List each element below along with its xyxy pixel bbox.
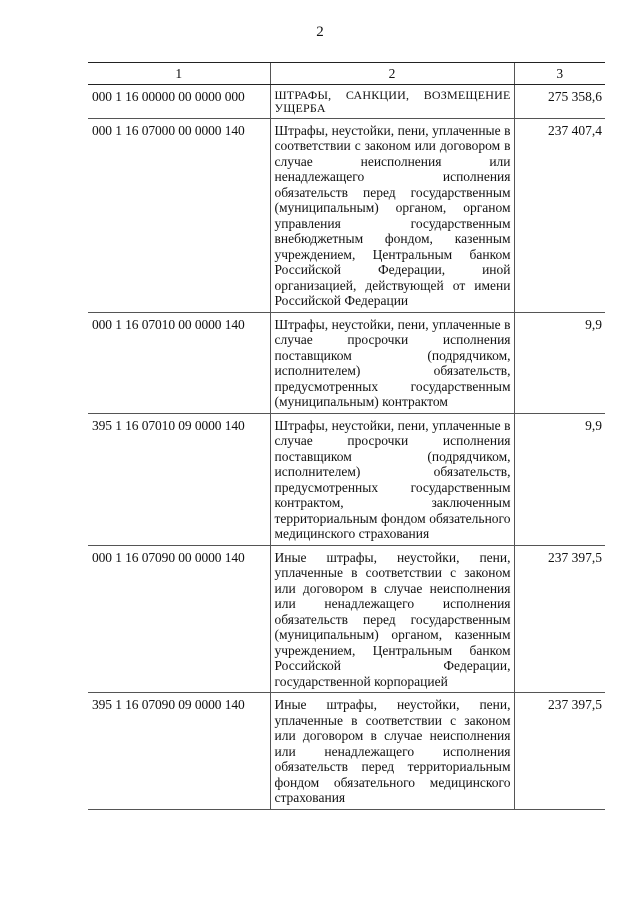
row-name: Иные штрафы, неустойки, пени, уплаченные в соответствии с законом или договором в случае неисполнения или ненадлежащего исполнения обязательств перед территориальным фондом обязательного медицинского страхования — [270, 693, 514, 810]
table-row — [88, 545, 605, 693]
row-name: Штрафы, неустойки, пени, уплаченные в случае просрочки исполнения поставщиком (подрядчиком, исполнителем) обязательств, предусмотренных государственным контрактом, заключенным территориальным фондом обязательного медицинского страхования — [270, 413, 514, 545]
table-row — [88, 312, 605, 413]
row-amount: 275 358,6 — [514, 84, 605, 118]
table-row — [88, 118, 605, 312]
row-name: ШТРАФЫ, САНКЦИИ, ВОЗМЕЩЕНИЕ УЩЕРБА — [270, 84, 514, 118]
row-amount: 9,9 — [514, 312, 605, 413]
page-number: 2 — [316, 24, 324, 40]
row-code: 000 1 16 07010 00 0000 140 — [88, 312, 270, 413]
column-header-name: 2 — [270, 63, 514, 85]
column-header-code: 1 — [88, 63, 270, 85]
row-amount: 237 397,5 — [514, 545, 605, 693]
row-name: Штрафы, неустойки, пени, уплаченные в случае просрочки исполнения поставщиком (подрядчиком, исполнителем) обязательств, предусмотренных государственным (муниципальным) контрактом — [270, 312, 514, 413]
budget-table — [88, 62, 605, 810]
row-amount: 237 407,4 — [514, 118, 605, 312]
row-code: 000 1 16 07090 00 0000 140 — [88, 545, 270, 693]
column-header-amount: 3 — [514, 63, 605, 85]
table-row — [88, 413, 605, 545]
table-row — [88, 693, 605, 810]
row-code: 395 1 16 07090 09 0000 140 — [88, 693, 270, 810]
row-amount: 9,9 — [514, 413, 605, 545]
table-header-row — [88, 63, 605, 85]
row-code: 395 1 16 07010 09 0000 140 — [88, 413, 270, 545]
row-code: 000 1 16 07000 00 0000 140 — [88, 118, 270, 312]
row-name: Штрафы, неустойки, пени, уплаченные в соответствии с законом или договором в случае неисполнения или ненадлежащего исполнения обязательств перед государственным (муниципальным) органом, органом управления государственным внебюджетным фондом, казенным учреждением, Центральным банком Российской Федерации, иной организацией, действующей от имени Российской Федерации — [270, 118, 514, 312]
row-name: Иные штрафы, неустойки, пени, уплаченные в соответствии с законом или договором в случае неисполнения или ненадлежащего исполнения обязательств перед государственным (муниципальным) органом, казенным учреждением, Центральным банком Российской Федерации, государственной корпорацией — [270, 545, 514, 693]
row-code: 000 1 16 00000 00 0000 000 — [88, 84, 270, 118]
table-row — [88, 84, 605, 118]
row-amount: 237 397,5 — [514, 693, 605, 810]
